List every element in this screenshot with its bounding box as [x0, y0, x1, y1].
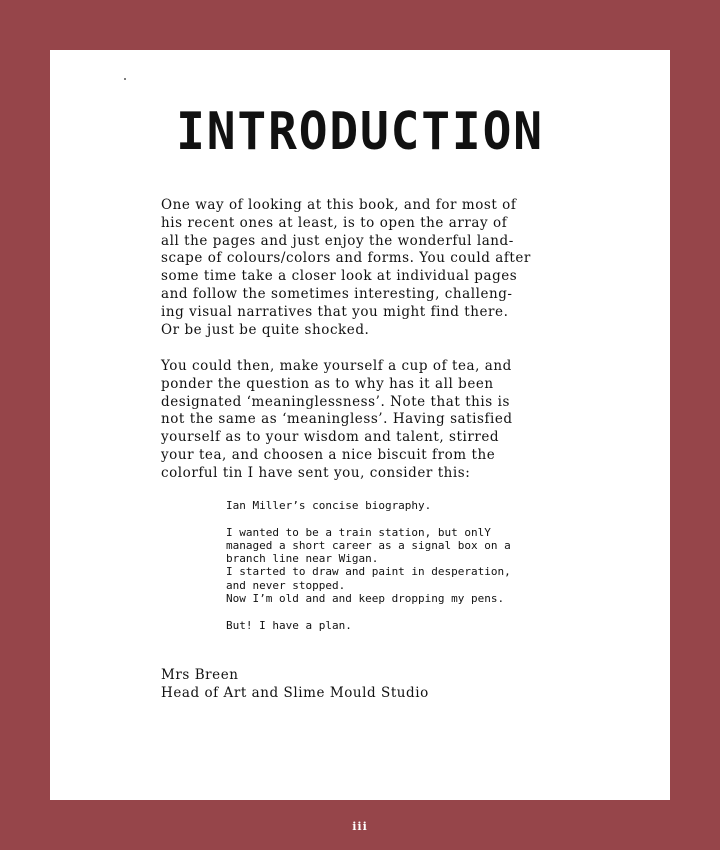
biography-line: managed a short career as a signal box on a — [226, 538, 511, 552]
biography-block — [226, 499, 606, 632]
signature-name: Mrs Breen — [161, 667, 239, 683]
biography-line: Now I’m old and and keep dropping my pens. — [226, 592, 505, 606]
paragraph-1-line: and follow the sometimes interesting, challeng- — [161, 285, 513, 302]
biography-line: I wanted to be a train station, but onlY — [226, 525, 491, 539]
paragraph-2-line: ponder the question as to why has it all been — [161, 375, 494, 392]
paragraph-2-line: You could then, make yourself a cup of tea, and — [161, 358, 512, 374]
page-sheet — [50, 50, 670, 800]
paragraph-2 — [161, 358, 601, 483]
paragraph-1-line: ing visual narratives that you might find there. — [161, 303, 509, 320]
biography-closing: But! I have a plan. — [226, 618, 352, 632]
biography-line: branch line near Wigan. — [226, 552, 379, 566]
signature-role: Head of Art and Slime Mould Studio — [161, 685, 429, 701]
paragraph-2-line: designated ‘meaninglessness’. Note that this is — [161, 393, 510, 410]
biography-heading: Ian Miller’s concise biography. — [226, 499, 432, 512]
paragraph-1 — [161, 197, 601, 339]
page-number: iii — [352, 820, 368, 833]
paragraph-2-line: colorful tin I have sent you, consider this: — [161, 464, 471, 481]
paragraph-1-line: some time take a closer look at individual pages — [161, 268, 518, 285]
paragraph-2-line: not the same as ‘meaningless’. Having satisfied — [161, 411, 513, 428]
biography-line: and never stopped. — [226, 578, 346, 592]
biography-line: I started to draw and paint in desperation, — [226, 565, 511, 579]
paragraph-1-line: his recent ones at least, is to open the array of — [161, 214, 508, 231]
paragraph-1-line: scape of colours/colors and forms. You could after — [161, 250, 531, 267]
paragraph-1-line: One way of looking at this book, and for most of — [161, 197, 517, 213]
paragraph-2-line: yourself as to your wisdom and talent, stirred — [161, 429, 500, 446]
paragraph-1-line: Or be just be quite shocked. — [161, 321, 370, 338]
print-speck — [124, 78, 126, 80]
page-title: INTRODUCTION — [176, 102, 544, 162]
paragraph-1-line: all the pages and just enjoy the wonderful land- — [161, 232, 514, 249]
paragraph-2-line: your tea, and choosen a nice biscuit from the — [161, 446, 496, 463]
signature-block — [161, 666, 429, 702]
